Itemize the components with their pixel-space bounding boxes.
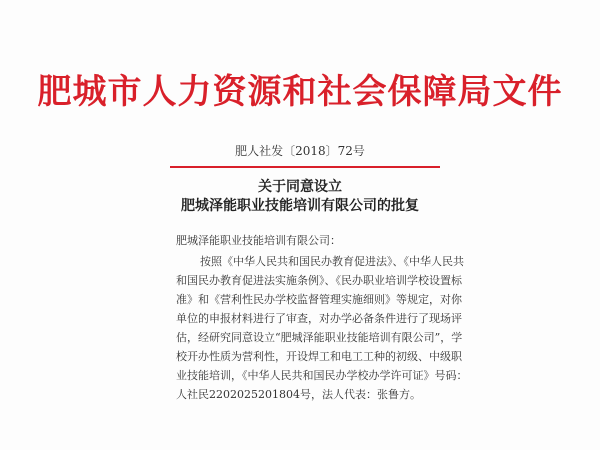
header-divider (170, 166, 440, 168)
body-line: 业技能培训，《中华人民共和国民办学校办学许可证》号码： (176, 369, 468, 382)
body-line: 人社民2202025201804号，法人代表：张鲁方。 (176, 388, 421, 401)
body-line: 单位的申报材料进行了审查，对办学必备条件进行了现场评 (176, 312, 462, 325)
body-line: 和国民办教育促进法实施条例》、《民办职业培训学校设置标 (176, 274, 462, 287)
body-line: 校开办性质为营利性，开设焊工和电工工种的初级、中级职 (176, 350, 462, 363)
body-line: 按照《中华人民共和国民办教育促进法》、《中华人民共 (200, 255, 464, 268)
body-line: 准》和《营利性民办学校监督管理实施细则》等规定，对你 (176, 293, 462, 306)
subject-title-line-2: 肥城泽能职业技能培训有限公司的批复 (181, 198, 419, 214)
body-line: 估，经研究同意设立“肥城泽能职业技能培训有限公司”，学 (176, 331, 463, 344)
document-number: 肥人社发〔2018〕72号 (235, 144, 365, 158)
salutation: 肥城泽能职业技能培训有限公司： (176, 234, 341, 247)
subject-title-line-1: 关于同意设立 (258, 179, 342, 195)
header-title: 肥城市人力资源和社会保障局文件 (37, 72, 563, 112)
